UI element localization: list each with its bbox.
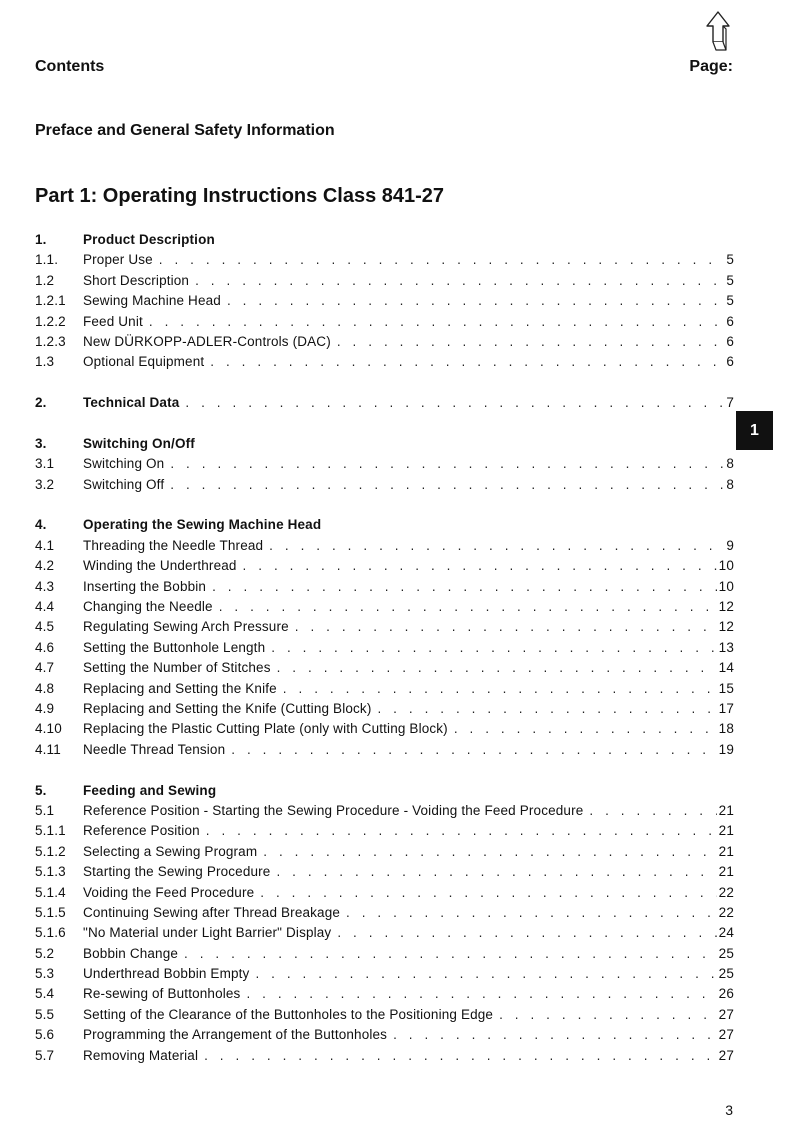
toc-entry-number: 5.1.1 (35, 823, 66, 839)
toc-section (35, 393, 734, 413)
toc-entry-title[interactable]: New DÜRKOPP-ADLER-Controls (DAC) (83, 333, 331, 349)
toc-entry-page[interactable]: 17 (718, 700, 734, 716)
toc-entry-title[interactable]: Programming the Arrangement of the Buttonholes (83, 1027, 388, 1043)
toc-entry-title[interactable]: Feed Unit (83, 313, 143, 329)
toc-entry-number: 5.7 (35, 1047, 55, 1063)
toc-entry-title[interactable]: Needle Thread Tension (83, 741, 226, 757)
toc-entry-number: 1. (35, 232, 47, 247)
dot-leader (212, 577, 717, 597)
toc-entry-number: 5.6 (35, 1027, 55, 1043)
dot-leader (204, 1046, 717, 1066)
toc-entry-page[interactable]: 18 (718, 721, 734, 737)
dot-leader (255, 964, 716, 984)
toc-entry-title[interactable]: Setting of the Clearance of the Buttonholes to the Positioning Edge (83, 1006, 494, 1022)
toc-entry[interactable] (35, 577, 734, 597)
toc-entry-number: 4.10 (35, 721, 62, 737)
toc-entry-title[interactable]: Switching On/Off (83, 435, 195, 451)
toc-entry-title[interactable]: Setting the Number of Stitches (83, 660, 271, 676)
dot-leader (185, 393, 724, 413)
toc-entry-number: 5.1.3 (35, 864, 66, 880)
toc-entry-title[interactable]: Optional Equipment (83, 354, 205, 370)
toc-entry-number: 5.1.6 (35, 925, 66, 941)
toc-entry-number: 5.2 (35, 945, 55, 961)
toc-entry-number: 4.7 (35, 660, 55, 676)
toc-entry[interactable] (35, 291, 734, 311)
toc-entry[interactable] (35, 556, 734, 576)
dot-leader (454, 719, 717, 739)
toc-entry-title[interactable]: Underthread Bobbin Empty (83, 966, 250, 982)
contents-heading: Contents (35, 58, 105, 75)
toc-entry[interactable] (35, 821, 734, 841)
toc-entry-page[interactable]: 14 (718, 660, 734, 676)
toc-entry-page[interactable]: 8 (726, 456, 734, 472)
toc-entry-number: 4.5 (35, 619, 55, 635)
dot-leader (184, 944, 717, 964)
toc-entry-page[interactable]: 21 (718, 864, 734, 880)
dot-leader (277, 658, 717, 678)
dot-leader (589, 801, 716, 821)
toc-entry-number: 1.2.3 (35, 333, 66, 349)
toc-section-heading[interactable] (35, 393, 734, 413)
toc-entry-number: 4.4 (35, 599, 55, 615)
toc-entry-page[interactable]: 6 (726, 333, 734, 349)
toc-entry[interactable] (35, 903, 734, 923)
toc-entry-title[interactable]: Selecting a Sewing Program (83, 843, 258, 859)
dot-leader (260, 883, 716, 903)
toc-entry[interactable] (35, 862, 734, 882)
toc-entry[interactable] (35, 740, 734, 760)
toc-entry-title[interactable]: Technical Data (83, 395, 180, 411)
dot-leader (271, 638, 716, 658)
toc-entry-number: 5.1.4 (35, 884, 66, 900)
toc-entry-number: 3. (35, 435, 47, 451)
toc-entry[interactable] (35, 638, 734, 658)
table-of-contents (35, 230, 734, 1086)
toc-entry-page[interactable]: 13 (718, 639, 734, 655)
toc-entry-number: 4.8 (35, 680, 55, 696)
dot-leader (170, 475, 724, 495)
toc-entry[interactable] (35, 923, 734, 943)
toc-entry-number: 1.2 (35, 272, 55, 288)
dot-leader (393, 1025, 717, 1045)
toc-entry-title[interactable]: Voiding the Feed Procedure (83, 884, 255, 900)
toc-entry-number: 4.1 (35, 537, 55, 553)
dot-leader (499, 1005, 717, 1025)
toc-entry-number: 5.1.2 (35, 843, 66, 859)
toc-entry[interactable] (35, 352, 734, 372)
toc-entry[interactable] (35, 944, 734, 964)
dot-leader (346, 903, 717, 923)
toc-entry[interactable] (35, 454, 734, 474)
toc-entry-title[interactable]: Feeding and Sewing (83, 782, 217, 798)
toc-entry-title[interactable]: Continuing Sewing after Thread Breakage (83, 904, 341, 920)
dot-leader (149, 312, 724, 332)
toc-entry-page[interactable]: 19 (718, 741, 734, 757)
toc-entry-page[interactable]: 7 (726, 395, 734, 411)
toc-entry-number: 5.5 (35, 1006, 55, 1022)
dot-leader (195, 271, 724, 291)
toc-entry-page[interactable]: 12 (718, 599, 734, 615)
toc-entry[interactable] (35, 332, 734, 352)
toc-entry-title[interactable]: Re-sewing of Buttonholes (83, 986, 241, 1002)
toc-entry[interactable] (35, 984, 734, 1004)
toc-entry-title[interactable]: Winding the Underthread (83, 558, 237, 574)
preface-heading[interactable]: Preface and General Safety Information (35, 122, 335, 139)
toc-entry-page[interactable]: 5 (726, 272, 734, 288)
toc-entry-title[interactable]: Product Description (83, 232, 215, 247)
dot-leader (227, 291, 724, 311)
toc-entry-number: 5.3 (35, 966, 55, 982)
toc-entry-title[interactable]: Switching Off (83, 476, 165, 492)
dot-leader (170, 454, 724, 474)
toc-entry-page[interactable]: 22 (718, 884, 734, 900)
toc-entry-number: 2. (35, 395, 47, 411)
toc-section (35, 434, 734, 495)
toc-entry-number: 4. (35, 517, 47, 533)
toc-entry-title[interactable]: Removing Material (83, 1047, 199, 1063)
toc-entry[interactable] (35, 271, 734, 291)
toc-entry[interactable] (35, 801, 734, 821)
page-column-heading: Page: (689, 58, 733, 75)
toc-entry[interactable] (35, 679, 734, 699)
toc-section (35, 781, 734, 1066)
toc-entry-page[interactable]: 15 (718, 680, 734, 696)
toc-entry-page[interactable]: 10 (718, 558, 734, 574)
toc-entry-number: 1.2.2 (35, 313, 66, 329)
chapter-tab[interactable]: 1 (736, 411, 773, 450)
dot-leader (377, 699, 716, 719)
part-title: Part 1: Operating Instructions Class 841-27 (35, 185, 445, 207)
toc-entry-title[interactable]: Threading the Needle Thread (83, 537, 264, 553)
toc-entry-title[interactable]: Starting the Sewing Procedure (83, 864, 271, 880)
dot-leader (269, 536, 724, 556)
toc-entry-number: 4.11 (35, 741, 61, 757)
toc-section (35, 230, 734, 373)
dot-leader (159, 250, 725, 270)
toc-entry-title[interactable]: Replacing and Setting the Knife (83, 680, 277, 696)
dot-leader (231, 740, 716, 760)
toc-entry-page[interactable]: 22 (718, 904, 734, 920)
toc-section-heading[interactable] (35, 515, 734, 535)
toc-entry-title[interactable]: Replacing the Plastic Cutting Plate (only with Cutting Block) (83, 721, 448, 737)
toc-entry-page[interactable]: 10 (718, 578, 734, 594)
toc-entry-title[interactable]: Reference Position (83, 823, 200, 839)
toc-entry-page[interactable]: 5 (726, 252, 734, 268)
toc-entry[interactable] (35, 658, 734, 678)
toc-entry[interactable] (35, 250, 734, 270)
toc-section-heading[interactable] (35, 434, 734, 454)
toc-entry-title[interactable]: Operating the Sewing Machine Head (83, 517, 322, 533)
toc-entry-title[interactable]: Short Description (83, 272, 190, 288)
toc-entry-page[interactable]: 24 (718, 925, 734, 941)
toc-entry-page[interactable]: 27 (718, 1047, 734, 1063)
toc-entry-number: 1.2.1 (35, 293, 66, 309)
dot-leader (337, 332, 724, 352)
dot-leader (263, 842, 716, 862)
toc-entry-page[interactable]: 21 (718, 843, 734, 859)
dot-leader (206, 821, 717, 841)
toc-entry-title[interactable]: Inserting the Bobbin (83, 578, 207, 594)
toc-entry-number: 5.1 (35, 802, 55, 818)
toc-entry-page[interactable]: 27 (718, 1006, 734, 1022)
toc-entry-number: 4.6 (35, 639, 55, 655)
toc-entry-page[interactable]: 25 (718, 945, 734, 961)
toc-entry-title[interactable]: Sewing Machine Head (83, 293, 221, 309)
dot-leader (210, 352, 724, 372)
dot-leader (295, 617, 717, 637)
toc-entry-title[interactable]: Reference Position - Starting the Sewing Procedure - Voiding the Feed Procedure (83, 802, 584, 818)
toc-entry[interactable] (35, 536, 734, 556)
toc-entry-page[interactable]: 12 (718, 619, 734, 635)
footer-page-number: 3 (725, 1102, 733, 1118)
toc-section-heading[interactable] (35, 230, 734, 250)
toc-entry-number: 1.3 (35, 354, 55, 370)
toc-entry[interactable] (35, 1005, 734, 1025)
toc-entry-page[interactable]: 8 (726, 476, 734, 492)
toc-entry[interactable] (35, 699, 734, 719)
toc-entry-page[interactable]: 21 (718, 802, 734, 818)
toc-entry[interactable] (35, 1046, 734, 1066)
toc-entry-title[interactable]: Changing the Needle (83, 599, 213, 615)
toc-entry-number: 4.2 (35, 558, 55, 574)
dot-leader (246, 984, 716, 1004)
toc-entry[interactable] (35, 312, 734, 332)
toc-entry[interactable] (35, 617, 734, 637)
toc-entry[interactable] (35, 597, 734, 617)
toc-entry[interactable] (35, 883, 734, 903)
toc-entry-title[interactable]: Setting the Buttonhole Length (83, 639, 266, 655)
toc-entry[interactable] (35, 475, 734, 495)
toc-entry-title[interactable]: Switching On (83, 456, 165, 472)
dot-leader (243, 556, 717, 576)
dot-leader (283, 679, 717, 699)
toc-entry-title[interactable]: Proper Use (83, 252, 153, 268)
dot-leader (219, 597, 717, 617)
toc-entry-number: 4.3 (35, 578, 55, 594)
up-arrow-icon[interactable] (704, 10, 732, 52)
toc-entry-page[interactable]: 27 (718, 1027, 734, 1043)
dot-leader (276, 862, 716, 882)
toc-entry-number: 5.1.5 (35, 904, 66, 920)
toc-entry-title[interactable]: "No Material under Light Barrier" Display (83, 925, 332, 941)
toc-entry[interactable] (35, 842, 734, 862)
toc-entry-number: 1.1. (35, 252, 59, 268)
toc-entry-number: 4.9 (35, 700, 55, 716)
toc-entry-title[interactable]: Regulating Sewing Arch Pressure (83, 619, 289, 635)
toc-entry-number: 3.2 (35, 476, 55, 492)
toc-entry-page[interactable]: 25 (718, 966, 734, 982)
toc-entry-title[interactable]: Replacing and Setting the Knife (Cutting Block) (83, 700, 372, 716)
toc-entry-title[interactable]: Bobbin Change (83, 945, 179, 961)
toc-entry-number: 3.1 (35, 456, 55, 472)
toc-entry-page[interactable]: 5 (726, 293, 734, 309)
toc-entry[interactable] (35, 964, 734, 984)
toc-entry-page[interactable]: 21 (718, 823, 734, 839)
toc-entry[interactable] (35, 1025, 734, 1045)
dot-leader (337, 923, 716, 943)
toc-entry-page[interactable]: 6 (726, 354, 734, 370)
toc-entry-page[interactable]: 26 (718, 986, 734, 1002)
toc-entry[interactable] (35, 719, 734, 739)
toc-section-heading[interactable] (35, 781, 734, 801)
toc-entry-page[interactable]: 9 (726, 537, 734, 553)
toc-entry-number: 5.4 (35, 986, 55, 1002)
toc-entry-page[interactable]: 6 (726, 313, 734, 329)
toc-section (35, 515, 734, 760)
toc-entry-number: 5. (35, 782, 47, 798)
